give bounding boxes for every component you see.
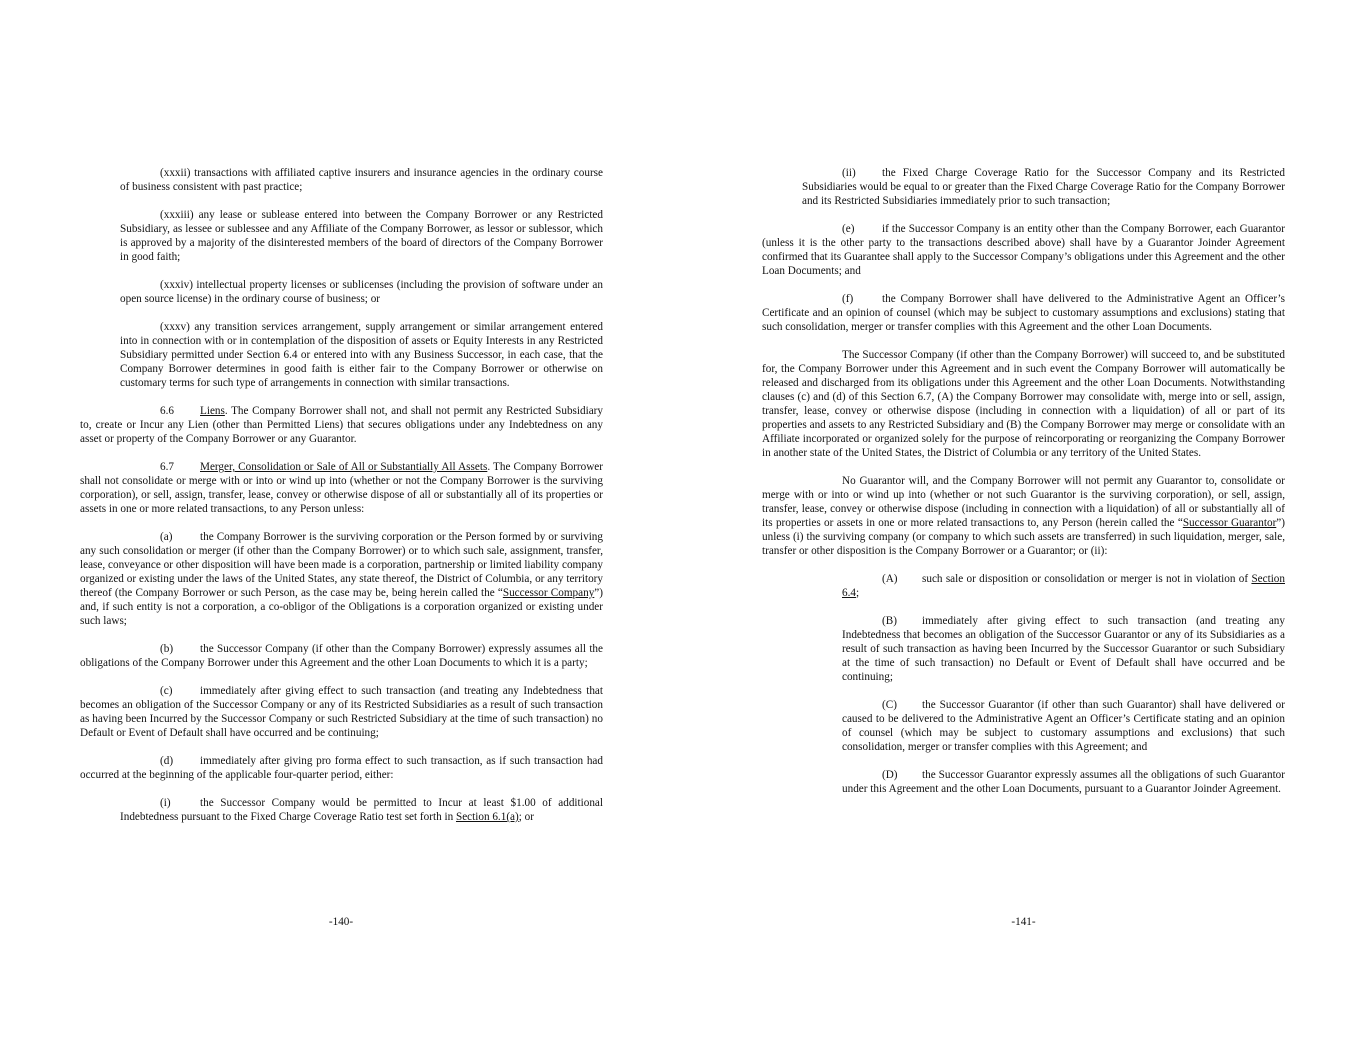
clause-C-label: (C): [882, 699, 897, 711]
clause-xxxii: (xxxii) transactions with affiliated captive insurers and insurance agencies in the ordinary course of business consistent with past practice;: [120, 167, 603, 193]
clause-xxxiv: (xxxiv) intellectual property licenses or sublicenses (including the provision of software under an open source license) in the ordinary course of business; or: [120, 279, 603, 305]
section-6-6-title: Liens: [200, 405, 225, 417]
clause-D-label: (D): [882, 769, 898, 781]
clause-C-text: the Successor Guarantor (if other than such Guarantor) shall have delivered or caused to be delivered to the Administrative Agent an Officer’s Certificate stating and an opinion of counsel (which may be subject to customary assumptions and exclusions) that such consolidation, merger or transfer complies with this Agreement; and: [842, 699, 1285, 753]
clause-a-text-end: ”) and, if such entity is not a corporation, a co-obligor of the Obligations is a corporation organized or existing under such laws;: [80, 587, 603, 627]
clause-A-label: (A): [882, 573, 898, 585]
clause-i-text-end: ; or: [518, 811, 534, 823]
clause-b-text: the Successor Company (if other than the Company Borrower) expressly assumes all the obligations of the Company Borrower under this Agreement and the other Loan Documents to which it is a party;: [80, 643, 603, 669]
section-6-7: [80, 460, 603, 516]
clause-d-label: (d): [160, 755, 174, 767]
clause-f-text: the Company Borrower shall have delivered to the Administrative Agent an Officer’s Certificate and an opinion of counsel (which may be subject to customary assumptions and exclusions) stating that such consolidation, merger or transfer complies with this Agreement and the other Loan Documents.: [762, 293, 1285, 333]
clause-B-text: immediately after giving effect to such transaction (and treating any Indebtedness that becomes an obligation of the Successor Guarantor or any of its Subsidiaries as a result of such transaction as having been Incurred by the Successor Guarantor or such Subsidiary at the time of such transaction) no Default or Event of Default shall have occurred and be continuing;: [842, 615, 1285, 683]
page-number: -141-: [1011, 916, 1036, 928]
successor-company-paragraph: The Successor Company (if other than the Company Borrower) will succeed to, and be substituted for, the Company Borrower under this Agreement and in such event the Company Borrower will automatically be released and discharged from its obligations under this Agreement and the other Loan Documents. Notwithstanding clauses (c) and (d) of this Section 6.7, (A) the Company Borrower may consolidate with, merge into or sell, assign, transfer, lease, convey or otherwise dispose (including in connection with a liquidation) of all or part of its properties and assets to any Restricted Subsidiary and (B) the Company Borrower may merge or consolidate with an Affiliate incorporated or organized solely for the purpose of reincorporating or reorganizing the Company Borrower in another state of the United States, the District of Columbia or any territory of the United States.: [762, 349, 1285, 459]
guarantor-paragraph-text-end: ”) unless (i) the surviving company (or company to which such assets are transferred) in such liquidation, merger, sale, transfer or other disposition is the Company Borrower or a Guarantor; or (ii):: [762, 517, 1285, 557]
clause-d-text: immediately after giving pro forma effect to such transaction, as if such transaction had occurred at the beginning of the applicable four-quarter period, either:: [80, 755, 603, 781]
successor-guarantor-term: Successor Guarantor: [1182, 517, 1277, 529]
left-page-body: [80, 166, 603, 838]
guarantor-paragraph-text: No Guarantor will, and the Company Borrower will not permit any Guarantor to, consolidate or merge with or into or wind up into (whether or not such Guarantor is the surviving corporation), or sell, assign, transfer, lease, convey or otherwise dispose (including in connection with a liquidation) of all or substantially all of its properties or assets in one or more related transactions to, any Person (herein called the “: [762, 475, 1285, 529]
page-number: -140-: [328, 916, 354, 928]
clause-i-text: the Successor Company would be permitted to Incur at least $1.00 of additional Indebtedness pursuant to the Fixed Charge Coverage Ratio test set forth in: [120, 797, 603, 823]
clause-i-label: (i): [160, 797, 171, 809]
clause-i: [120, 796, 603, 824]
page-141: [682, 0, 1365, 1055]
clause-a: [80, 530, 603, 628]
clause-f: [762, 292, 1285, 334]
clause-C: [842, 698, 1285, 754]
section-6-1a-reference: Section 6.1(a): [455, 811, 519, 823]
clause-D-text: the Successor Guarantor expressly assumes all the obligations of such Guarantor under this Agreement and the other Loan Documents, pursuant to a Guarantor Joinder Agreement.: [842, 769, 1285, 795]
clause-d: [80, 754, 603, 782]
clause-b-label: (b): [160, 643, 174, 655]
guarantor-paragraph: [762, 474, 1285, 558]
clause-xxxv: (xxxv) any transition services arrangement, supply arrangement or similar arrangement entered into in connection with or in contemplation of the disposition of assets or Equity Interests in any Restricted Subsidiary permitted under Section 6.4 or entered into with any Business Successor, in each case, that the Company Borrower determines in good faith is either fair to the Company Borrower or otherwise on customary terms for such type of arrangements in connection with similar transactions.: [120, 321, 603, 389]
section-6-6: [80, 404, 603, 446]
clause-ii: [802, 166, 1285, 208]
right-page-body: [762, 166, 1285, 810]
clause-f-label: (f): [842, 293, 854, 305]
clause-a-label: (a): [160, 531, 173, 543]
clause-b: [80, 642, 603, 670]
section-6-6-number: 6.6: [160, 405, 174, 417]
clause-D: [842, 768, 1285, 796]
successor-company-term: Successor Company: [502, 587, 595, 599]
section-6-6-text: . The Company Borrower shall not, and shall not permit any Restricted Subsidiary to, create or Incur any Lien (other than Permitted Liens) that secures obligations under any Indebtedness on any asset or property of the Company Borrower or any Guarantor.: [80, 405, 603, 445]
clause-e: [762, 222, 1285, 278]
clause-c: [80, 684, 603, 740]
clause-c-text: immediately after giving effect to such transaction (and treating any Indebtedness that becomes an obligation of the Successor Company or any of its Restricted Subsidiaries as a result of such transaction as having been Incurred by the Successor Company or such Restricted Subsidiary at the time of such transaction) no Default or Event of Default shall have occurred and be continuing;: [80, 685, 603, 739]
page-140: [0, 0, 682, 1055]
section-6-4-reference: Section 6.4: [842, 573, 1285, 599]
section-6-7-number: 6.7: [160, 461, 174, 473]
clause-xxxiii: (xxxiii) any lease or sublease entered into between the Company Borrower or any Restricted Subsidiary, as lessee or sublessee and any Affiliate of the Company Borrower, as lessor or sublessor, which is approved by a majority of the disinterested members of the board of directors of the Company Borrower in good faith;: [120, 209, 603, 263]
clause-B: [842, 614, 1285, 684]
clause-e-text: if the Successor Company is an entity other than the Company Borrower, each Guarantor (unless it is the other party to the transactions described above) shall have by a Guarantor Joinder Agreement confirmed that its Guarantee shall apply to the Successor Company’s obligations under this Agreement and the other Loan Documents; and: [762, 223, 1285, 277]
clause-B-label: (B): [882, 615, 897, 627]
clause-a-text: the Company Borrower is the surviving corporation or the Person formed by or surviving any such consolidation or merger (if other than the Company Borrower) or to which such sale, assignment, transfer, lease, conveyance or other disposition will have been made is a corporation, partnership or limited liability company organized or existing under the laws of the United States, any state thereof, the District of Columbia, or any territory thereof (the Company Borrower or such Person, as the case may be, being herein called the “: [80, 531, 603, 599]
clause-ii-text: the Fixed Charge Coverage Ratio for the Successor Company and its Restricted Subsidiaries would be equal to or greater than the Fixed Charge Coverage Ratio for the Company Borrower and its Restricted Subsidiaries immediately prior to such transaction;: [802, 167, 1285, 207]
clause-A: [842, 572, 1285, 600]
clause-c-label: (c): [160, 685, 173, 697]
clause-ii-label: (ii): [842, 167, 856, 179]
clause-A-text: such sale or disposition or consolidation or merger is not in violation of: [922, 573, 1252, 585]
section-6-7-text: . The Company Borrower shall not consolidate or merge with or into or wind up into (whether or not the Company Borrower is the surviving corporation), or sell, assign, transfer, lease, convey or otherwise dispose of all or substantially all of its properties or assets in one or more related transactions, to any Person unless:: [80, 461, 603, 515]
clause-e-label: (e): [842, 223, 855, 235]
section-6-7-title: Merger, Consolidation or Sale of All or Substantially All Assets: [200, 461, 488, 473]
clause-A-tail: ;: [855, 587, 860, 599]
